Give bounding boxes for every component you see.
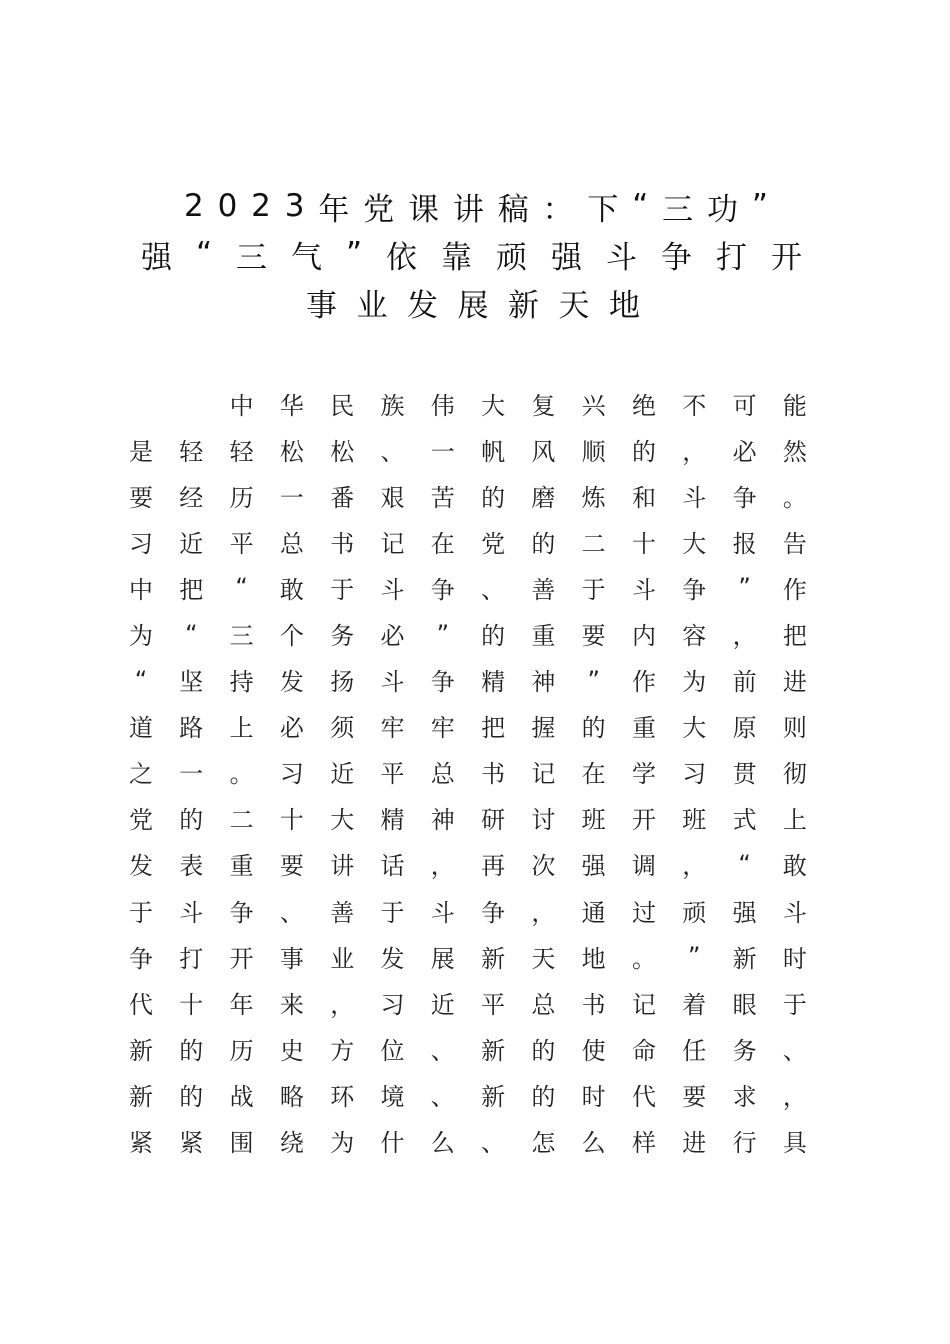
text-line: 中 华 民 族 伟 大 复 兴 绝 不 可 能 [229,391,807,420]
text-line: 道 路 上 必 须 牢 牢 把 握 的 重 大 原 则 [129,714,807,743]
text-line: 为 “ 三 个 务 必 ” 的 重 要 内 容 ， 把 [129,619,807,651]
text-line: 习 近 平 总 书 记 在 党 的 二 十 大 报 告 [129,529,807,558]
text-line: 之 一 。 习 近 平 总 书 记 在 学 习 贯 彻 [129,760,807,789]
text-line: 于 斗 争 、 善 于 斗 争 ， 通 过 顽 强 斗 [129,898,807,927]
text-line: 发 表 重 要 讲 话 ， 再 次 强 调 ， “ 敢 [129,849,807,881]
text-line: 新 的 战 略 环 境 、 新 的 时 代 要 求 ， [129,1082,807,1111]
text-line: 党 的 二 十 大 精 神 研 讨 班 开 班 式 上 [129,806,807,835]
text-line: 代 十 年 来 ， 习 近 平 总 书 记 着 眼 于 [129,990,807,1019]
title-line: 强 “ 三 气 ” 依 靠 顽 强 斗 争 打 开 [141,236,802,276]
text-line: 争 打 开 事 业 发 展 新 天 地 。 ” 新 时 [129,942,807,973]
body-paragraph [128,380,808,1164]
text-line: 中 把 “ 敢 于 斗 争 、 善 于 斗 争 ” 作 [129,573,807,604]
title-line: 事 业 发 展 新 天 地 [306,287,640,324]
text-line: 是 轻 轻 松 松 、 一 帆 风 顺 的 ， 必 然 [129,437,807,466]
text-line: 新 的 历 史 方 位 、 新 的 使 命 任 务 、 [129,1036,807,1065]
text-line: 要 经 历 一 番 艰 苦 的 磨 炼 和 斗 争 。 [129,483,807,512]
text-line: “ 坚 持 发 扬 斗 争 精 神 ” 作 为 前 进 [134,665,807,697]
title-line: 2 0 2 3 年 党 课 讲 稿 ： 下 “ 三 功 ” [184,188,768,228]
text-line: 紧 紧 围 绕 为 什 么 、 怎 么 样 进 行 具 [129,1129,807,1158]
document-title [0,182,950,326]
